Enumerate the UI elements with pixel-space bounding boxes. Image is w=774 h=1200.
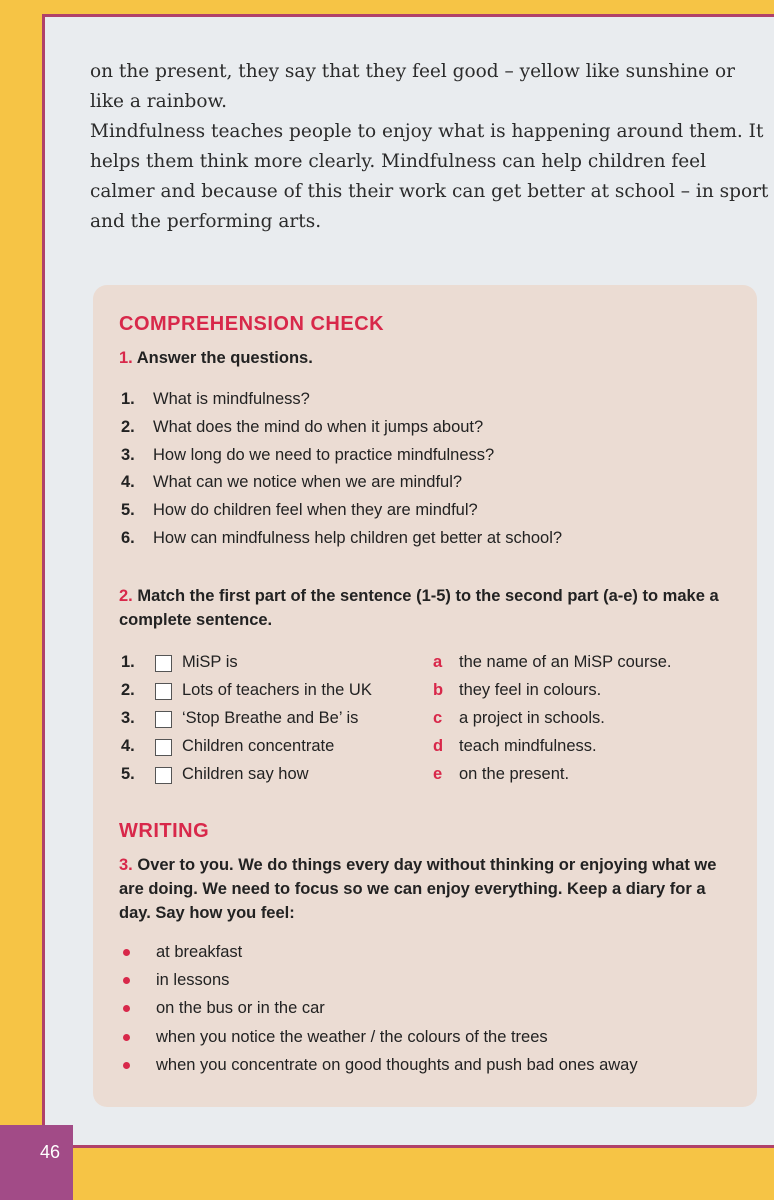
question-item: 4. What can we notice when we are mindful?	[121, 473, 463, 492]
bullet-icon	[123, 1034, 130, 1041]
match-row: 4. Children concentrate d teach mindfulness.	[121, 737, 597, 755]
list-item: in lessons	[123, 971, 743, 999]
match-row: 1. MiSP is a the name of an MiSP course.	[121, 653, 672, 671]
book-page	[42, 14, 774, 1148]
task-3-instruction	[119, 853, 739, 925]
question-item: 3. How long do we need to practice mindfulness?	[121, 445, 495, 464]
task-2-text: Match the first part of the sentence (1-5) to the second part (a-e) to make a complete sentence.	[119, 587, 719, 629]
match-checkbox[interactable]	[155, 655, 172, 672]
match-checkbox[interactable]	[155, 711, 172, 728]
task-3-number: 3.	[119, 856, 133, 874]
exercise-box	[93, 285, 757, 1107]
task-2-number: 2.	[119, 587, 133, 605]
task-1-text: Answer the questions.	[136, 349, 313, 367]
writing-title: WRITING	[119, 820, 210, 842]
match-row: 5. Children say how e on the present.	[121, 765, 570, 783]
list-item: at breakfast	[123, 943, 743, 971]
page-number-tab	[0, 1125, 73, 1200]
task-1-number: 1.	[119, 349, 133, 367]
task-1-instruction	[119, 346, 739, 370]
list-item: on the bus or in the car	[123, 999, 743, 1027]
question-list	[121, 390, 721, 557]
diary-bullet-list	[123, 943, 743, 1084]
bullet-icon	[123, 949, 130, 956]
bullet-icon	[123, 977, 130, 984]
question-item: 6. How can mindfulness help children get better at school?	[121, 528, 563, 547]
intro-paragraph-2: Mindfulness teaches people to enjoy what is happening around them. It helps them think more clearly. Mindfulness can help children feel calmer and because of this their work can get better at school – in sport and the performing arts.	[90, 121, 769, 232]
question-item: 1. What is mindfulness?	[121, 390, 310, 408]
page-number: 46	[40, 1142, 61, 1162]
intro-paragraph-1: on the present, they say that they feel good – yellow like sunshine or like a rainbow.	[90, 61, 735, 112]
bullet-icon	[123, 1005, 130, 1012]
intro-text	[90, 57, 770, 237]
question-item: 5. How do children feel when they are mindful?	[121, 501, 478, 520]
bullet-icon	[123, 1062, 130, 1069]
match-row: 2. Lots of teachers in the UK b they feel in colours.	[121, 681, 602, 699]
match-checkbox[interactable]	[155, 767, 172, 784]
comprehension-title: COMPREHENSION CHECK	[119, 313, 385, 335]
task-2-instruction	[119, 584, 739, 632]
match-row: 3. ‘Stop Breathe and Be’ is c a project in schools.	[121, 709, 605, 727]
list-item: when you notice the weather / the colours of the trees	[123, 1028, 743, 1056]
match-checkbox[interactable]	[155, 683, 172, 700]
match-checkbox[interactable]	[155, 739, 172, 756]
list-item: when you concentrate on good thoughts and push bad ones away	[123, 1056, 743, 1084]
task-3-text: Over to you. We do things every day without thinking or enjoying what we are doing. We need to focus so we can enjoy everything. Keep a diary for a day. Say how you feel:	[119, 856, 717, 922]
question-item: 2. What does the mind do when it jumps about?	[121, 417, 484, 436]
